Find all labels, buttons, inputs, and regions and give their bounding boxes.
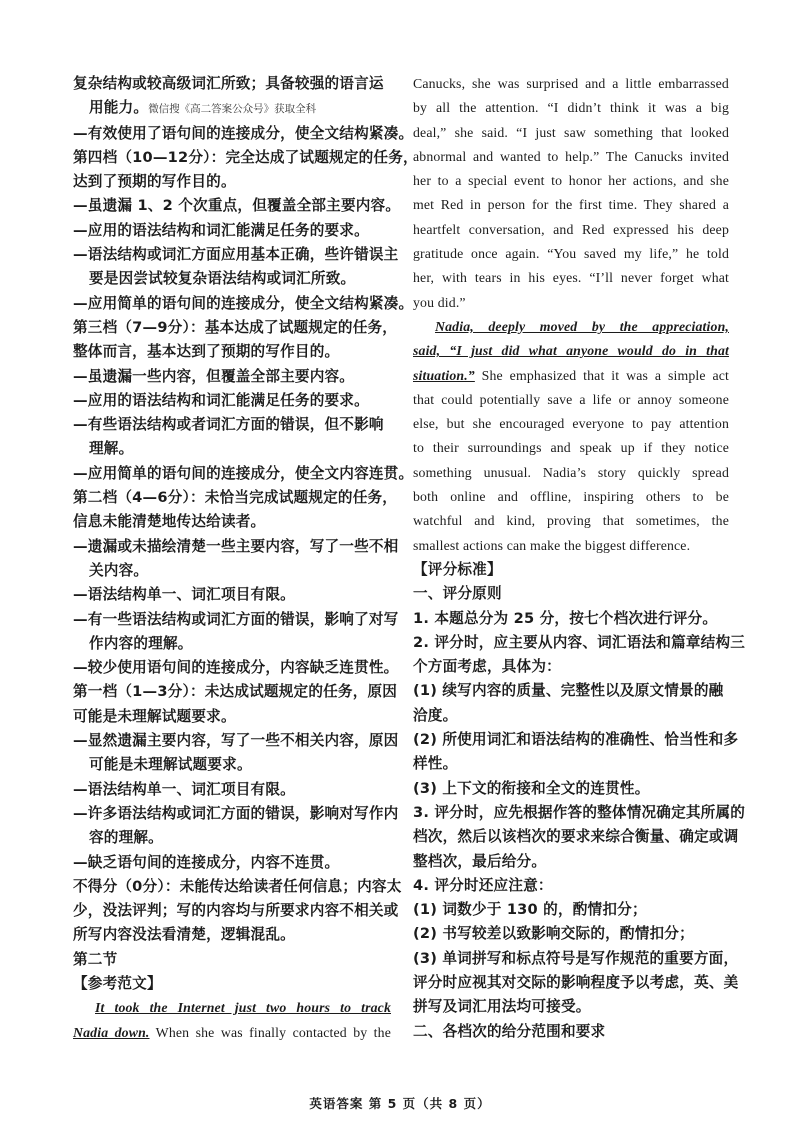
text-line: 复杂结构或较高级词汇所致；具备较强的语言运 xyxy=(73,75,384,92)
criterion-item: —应用的语法结构和词汇能满足任务的要求。 xyxy=(73,391,369,409)
principle-item: 3. 评分时，应先根据作答的整体情况确定其所属的 xyxy=(413,803,746,821)
essay-line: Nadia down. When she was finally contacted by the xyxy=(73,1024,391,1040)
essay-line: Nadia, deeply moved by the appreciation, xyxy=(435,318,729,334)
band-heading: 信息未能清楚地传达给读者。 xyxy=(73,513,266,531)
essay-line: her to a special event to honor her actions, and she xyxy=(413,173,729,189)
principle-item: 档次，然后以该档次的要求来综合衡量、确定或调 xyxy=(413,828,739,846)
band-heading: 第二档（4—6分）：未恰当完成试题规定的任务， xyxy=(73,489,398,507)
principle-item: 样性。 xyxy=(413,755,458,773)
band-heading: 可能是未理解试题要求。 xyxy=(73,707,236,725)
essay-line: heartfelt conversation, and Red expressed his deep xyxy=(413,221,729,237)
criterion-item: —有些语法结构或者词汇方面的错误，但不影响 xyxy=(73,416,384,434)
essay-line: gratitude once again. “You saved my life,” he told xyxy=(413,246,729,262)
band-heading: 第一档（1—3分）：未达成试题规定的任务，原因 xyxy=(73,683,398,701)
section-title: 第二节 xyxy=(73,950,118,968)
left-column xyxy=(73,72,418,1045)
principle-item: 4. 评分时还应注意： xyxy=(413,876,553,894)
criterion-item: 可能是未理解试题要求。 xyxy=(89,756,252,774)
principle-item: 拼写及词汇用法均可接受。 xyxy=(413,998,591,1016)
band-2 xyxy=(73,486,399,680)
principle-item: (3) 上下文的衔接和全文的连贯性。 xyxy=(413,779,650,797)
ranges-title: 二、各档次的给分范围和要求 xyxy=(413,1022,606,1040)
criterion-item: 容的理解。 xyxy=(89,829,163,847)
principle-item: (3) 单词拼写和标点符号是写作规范的重要方面， xyxy=(413,949,739,967)
principle-item: (2) 书写较差以致影响交际的，酌情扣分； xyxy=(413,925,694,943)
essay-line: to their surroundings and speak up if they notice xyxy=(413,440,729,456)
criterion-item: —语法结构或词汇方面应用基本正确，些许错误主 xyxy=(73,246,399,264)
text-line: 用能力。微信搜《高二答案公众号》获取全科 xyxy=(89,99,317,117)
band-0 xyxy=(73,875,402,948)
band-heading: 达到了预期的写作目的。 xyxy=(73,173,236,191)
watermark-text: 微信搜《高二答案公众号》获取全科 xyxy=(148,103,317,116)
essay-line: you did.” xyxy=(413,294,466,310)
principle-item: 整档次，最后给分。 xyxy=(413,852,547,870)
criterion-item: —语法结构单一、词汇项目有限。 xyxy=(73,586,295,604)
criterion-item: —虽遗漏 1、2 个次重点，但覆盖全部主要内容。 xyxy=(73,197,401,215)
criterion-item: —应用的语法结构和词汇能满足任务的要求。 xyxy=(73,221,369,239)
principles-title: 一、评分原则 xyxy=(413,585,502,603)
essay-line: by all the attention. “I didn’t think it was a big xyxy=(413,100,729,116)
essay-paragraph-1 xyxy=(413,72,729,315)
band-heading: 第三档（7—9分）：基本达成了试题规定的任务， xyxy=(73,318,398,336)
principle-item: (1) 词数少于 130 的，酌情扣分； xyxy=(413,901,647,919)
criterion-item: —较少使用语句间的连接成分，内容缺乏连贯性。 xyxy=(73,659,399,677)
essay-line: watchful and kind, proving that sometimes, the xyxy=(413,513,729,529)
band-1 xyxy=(73,680,399,874)
criterion-item: 作内容的理解。 xyxy=(89,634,193,652)
essay-line: else, but she encouraged everyone to pay attention xyxy=(413,416,729,432)
criterion-item: —应用简单的语句间的连接成分，使全文结构紧凑。 xyxy=(73,294,414,312)
principle-item: 洽度。 xyxy=(413,706,458,724)
band-heading: 所写内容没法看清楚，逻辑混乱。 xyxy=(73,926,295,944)
criterion-item: 关内容。 xyxy=(89,561,149,579)
band-heading: 不得分（0分）：未能传达给读者任何信息；内容太 xyxy=(73,877,402,895)
criterion-item: —缺乏语句间的连接成分，内容不连贯。 xyxy=(73,853,340,871)
band-3 xyxy=(73,316,414,486)
principle-item: 个方面考虑，具体为： xyxy=(413,658,561,676)
band-heading: 少，没法评判；写的内容均与所要求内容不相关或 xyxy=(73,902,399,920)
essay-line: said, “I just did what anyone would do in that xyxy=(413,343,729,359)
criterion-item: —语法结构单一、词汇项目有限。 xyxy=(73,780,295,798)
essay-line: met Red in person for the first time. They shared a xyxy=(413,197,729,213)
criterion-item: —遗漏或未描绘清楚一些主要内容，写了一些不相 xyxy=(73,537,399,555)
essay-line: It took the Internet just two hours to track xyxy=(95,1000,391,1016)
essay-line: abnormal and wanted to help.” The Canucks invited xyxy=(413,148,729,164)
band-4 xyxy=(73,146,418,316)
band-heading: 第四档（10—12分）：完全达成了试题规定的任务， xyxy=(73,148,418,166)
principle-item: 1. 本题总分为 25 分，按七个档次进行评分。 xyxy=(413,609,718,627)
right-column xyxy=(413,72,746,1044)
essay-line: Canucks, she was surprised and a little embarrassed xyxy=(413,76,729,91)
essay-line: deal,” she said. “I just saw something that looked xyxy=(413,124,729,140)
criterion-item: 要是因尝试较复杂语法结构或词汇所致。 xyxy=(89,270,356,288)
band-heading: 整体而言，基本达到了预期的写作目的。 xyxy=(73,343,340,361)
criterion-item: —有一些语法结构或词汇方面的错误，影响了对写 xyxy=(73,610,399,628)
essay-line: situation.” She emphasized that it was a simple act xyxy=(413,367,729,383)
criterion-item: —显然遗漏主要内容，写了一些不相关内容，原因 xyxy=(73,732,399,750)
criterion-item: 理解。 xyxy=(89,440,134,458)
principle-item: (2) 所使用词汇和语法结构的准确性、恰当性和多 xyxy=(413,731,739,749)
essay-line: both online and offline, inspiring others to be xyxy=(413,489,729,505)
essay-line: that could potentially save a life or annoy someone xyxy=(413,391,729,407)
page-footer: 英语答案 第 5 页（共 8 页） xyxy=(309,1096,491,1111)
principles-list xyxy=(413,607,746,1020)
essay-paragraph-2 xyxy=(413,315,729,558)
text-line: —有效使用了语句间的连接成分，使全文结构紧凑。 xyxy=(73,124,414,142)
essay-line: smallest actions can make the biggest difference. xyxy=(413,537,691,553)
model-essay-label: 【参考范文】 xyxy=(73,974,162,992)
principle-item: 2. 评分时，应主要从内容、词汇语法和篇章结构三 xyxy=(413,633,746,651)
principle-item: (1) 续写内容的质量、完整性以及原文情景的融 xyxy=(413,682,724,700)
essay-line: her, with tears in his eyes. “I’ll never forget what xyxy=(413,270,729,286)
principle-item: 评分时应视其对交际的影响程度予以考虑，英、美 xyxy=(413,973,739,991)
criterion-item: —应用简单的语句间的连接成分，使全文内容连贯。 xyxy=(73,464,414,482)
essay-line: something unusual. Nadia’s story quickly spread xyxy=(413,464,729,480)
criteria-title: 【评分标准】 xyxy=(413,560,502,578)
criterion-item: —许多语法结构或词汇方面的错误，影响对写作内 xyxy=(73,804,399,822)
criterion-item: —虽遗漏一些内容，但覆盖全部主要内容。 xyxy=(73,367,355,385)
